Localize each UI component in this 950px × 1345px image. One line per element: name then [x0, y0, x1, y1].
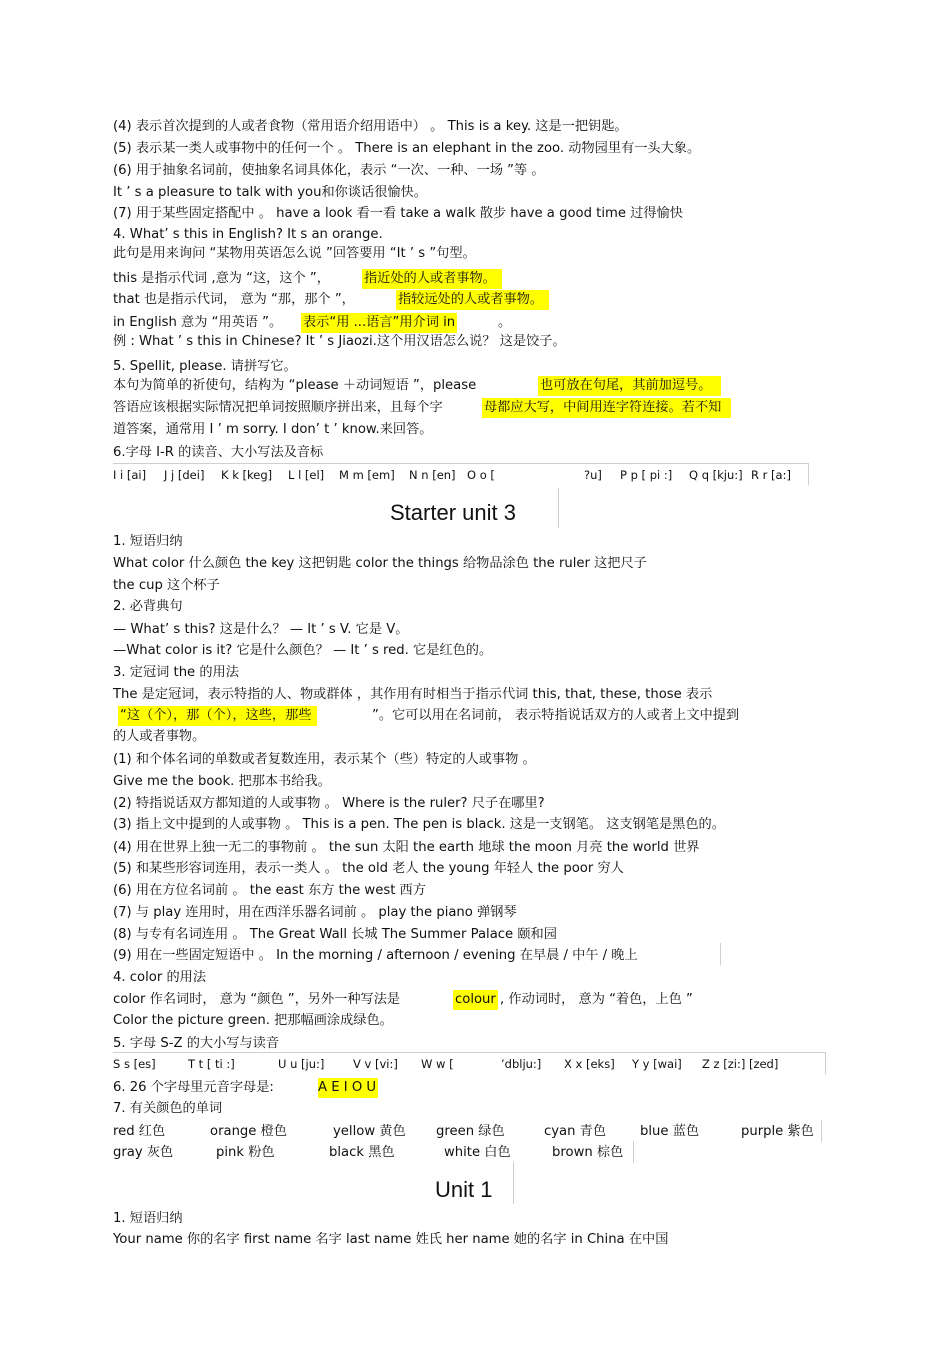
- letter-cell: W w [: [421, 1057, 454, 1071]
- letter-cell: O o [: [467, 468, 495, 482]
- text-line: (1) 和个体名词的单数或者复数连用，表示某个（些）特定的人或事物 。: [113, 752, 536, 767]
- color-word: white 白色: [444, 1145, 511, 1160]
- highlight-text: 也可放在句尾，其前加逗号。: [538, 376, 721, 396]
- letter-cell: V v [vi:]: [353, 1057, 398, 1071]
- text-line: , 作动词时， 意为 “着色，上色 ”: [500, 992, 693, 1007]
- text-line: 例 : What ’ s this in Chinese? It ’ s Jiaozi.这个用汉语怎么说？ 这是饺子。: [113, 334, 566, 349]
- table-rule: [720, 943, 721, 965]
- color-word: green 绿色: [436, 1124, 505, 1139]
- color-word: black 黑色: [329, 1145, 395, 1160]
- text-line: (8) 与专有名词连用 。 The Great Wall 长城 The Summer Palace 颐和园: [113, 927, 557, 942]
- letter-cell: T t [ ti :]: [188, 1057, 235, 1071]
- color-word: gray 灰色: [113, 1145, 174, 1160]
- text-line: (5) 表示某一类人或事物中的任何一个 。 There is an elephant in the zoo. 动物园里有一头大象。: [113, 141, 701, 156]
- text-line: (6) 用在方位名词前 。 the east 东方 the west 西方: [113, 883, 426, 898]
- color-word: cyan 青色: [544, 1124, 607, 1139]
- section-title: Starter unit 3: [390, 500, 516, 525]
- text-line: color 作名词时， 意为 “颜色 ”，另外一种写法是: [113, 992, 401, 1007]
- section-heading: 3. 定冠词 the 的用法: [113, 665, 239, 680]
- text-line: 本句为简单的祈使句，结构为 “please ＋动词短语 ”，please: [113, 378, 477, 393]
- text-line: 道答案，通常用 I ’ m sorry. I don’ t ’ know.来回答。: [113, 422, 433, 437]
- highlight-text: “这（个），那（个），这些，那些: [118, 706, 317, 726]
- highlight-text: 指较远处的人或者事物。: [396, 290, 549, 310]
- title-rule: [513, 1162, 514, 1204]
- color-word: orange 橙色: [210, 1124, 287, 1139]
- section-heading: 5. 字母 S-Z 的大小写与读音: [113, 1036, 280, 1051]
- letter-cell: I i [ai]: [113, 468, 147, 482]
- section-heading: 4. What’ s this in English? It s an orange.: [113, 227, 383, 242]
- section-heading: 2. 必背典句: [113, 599, 183, 614]
- section-title: Unit 1: [435, 1177, 493, 1202]
- text-line: 。: [498, 315, 512, 330]
- text-line: (7) 与 play 连用时，用在西洋乐器名词前 。 play the piano 弹钢琴: [113, 905, 517, 920]
- text-line: in English 意为 “用英语 ”。: [113, 315, 283, 330]
- color-words-row: [113, 1123, 823, 1141]
- color-word: brown 棕色: [552, 1145, 624, 1160]
- letter-cell: U u [ju:]: [278, 1057, 325, 1071]
- section-heading: 1. 短语归纳: [113, 534, 183, 549]
- color-words-row: [113, 1144, 638, 1162]
- text-line: — What’ s this? 这是什么？ — It ’ s V. 它是 V。: [113, 622, 409, 637]
- highlight-text: A E I O U: [318, 1078, 378, 1098]
- section-heading: 6. 26 个字母里元音字母是:: [113, 1080, 274, 1095]
- title-rule: [558, 488, 559, 528]
- text-line: 的人或者事物。: [113, 729, 206, 744]
- letter-cell: L l [el]: [288, 468, 325, 482]
- color-word: blue 蓝色: [640, 1124, 700, 1139]
- letter-cell: X x [eks]: [564, 1057, 615, 1071]
- letter-cell: ?u]: [584, 468, 602, 482]
- text-line: (4) 表示首次提到的人或者食物（常用语介绍用语中） 。 This is a key. 这是一把钥匙。: [113, 119, 628, 134]
- text-line: ”。它可以用在名词前， 表示特指说话双方的人或者上文中提到: [372, 708, 740, 723]
- letter-row-i-r: [113, 467, 808, 483]
- text-line: 此句是用来询问 “某物用英语怎么说 ”回答要用 “It ’ s ”句型。: [113, 246, 476, 261]
- letter-cell: Q q [kju:]: [689, 468, 743, 482]
- highlight-text: colour: [453, 990, 498, 1010]
- text-line: Color the picture green. 把那幅画涂成绿色。: [113, 1013, 393, 1028]
- section-heading: 1. 短语归纳: [113, 1211, 183, 1226]
- letter-cell: Z z [zi:] [zed]: [702, 1057, 779, 1071]
- text-line: The 是定冠词，表示特指的人、物或群体 ，其作用有时相当于指示代词 this, that, these, those 表示: [113, 687, 713, 702]
- section-heading: 6.字母 I-R 的读音、大小写法及音标: [113, 445, 324, 460]
- text-line: (4) 用在世界上独一无二的事物前 。 the sun 太阳 the earth 地球 the moon 月亮 the world 世界: [113, 840, 700, 855]
- text-line: (5) 和某些形容词连用，表示一类人 。 the old 老人 the young 年轻人 the poor 穷人: [113, 861, 624, 876]
- letter-cell: S s [es]: [113, 1057, 156, 1071]
- color-word: red 红色: [113, 1124, 166, 1139]
- text-line: (7) 用于某些固定搭配中 。 have a look 看一看 take a walk 散步 have a good time 过得愉快: [113, 206, 683, 221]
- letter-cell: N n [en]: [409, 468, 456, 482]
- letter-cell: ’dblju:]: [501, 1057, 542, 1071]
- text-line: —What color is it? 它是什么颜色？ — It ’ s red. 它是红色的。: [113, 643, 493, 658]
- table-rule: [808, 463, 809, 485]
- letter-cell: R r [a:]: [751, 468, 791, 482]
- text-line: that 也是指示代词， 意为 “那，那个 ”，: [113, 292, 355, 307]
- text-line: the cup 这个杯子: [113, 578, 220, 593]
- text-line: 5. Spellit, please. 请拼写它。: [113, 359, 297, 374]
- text-line: What color 什么颜色 the key 这把钥匙 color the things 给物品涂色 the ruler 这把尺子: [113, 556, 647, 571]
- text-line: Your name 你的名字 first name 名字 last name 姓氏 her name 她的名字 in China 在中国: [113, 1232, 669, 1247]
- letter-cell: Y y [wai]: [632, 1057, 682, 1071]
- color-word: yellow 黄色: [333, 1124, 406, 1139]
- text-line: this 是指示代词 ,意为 “这，这个 ”，: [113, 271, 330, 286]
- section-heading: 4. color 的用法: [113, 970, 207, 985]
- text-line: It ’ s a pleasure to talk with you和你谈话很愉快。: [113, 185, 427, 200]
- letter-cell: J j [dei]: [164, 468, 205, 482]
- section-heading: 7. 有关颜色的单词: [113, 1101, 223, 1116]
- letter-cell: M m [em]: [339, 468, 395, 482]
- text-line: Give me the book. 把那本书给我。: [113, 774, 331, 789]
- highlight-text: 母都应大写，中间用连字符连接。若不知: [482, 398, 731, 418]
- highlight-text: 表示“用 ...语言”用介词 in: [301, 313, 457, 333]
- table-rule: [825, 1052, 826, 1074]
- text-line: (3) 指上文中提到的人或事物 。 This is a pen. The pen is black. 这是一支钢笔。 这支钢笔是黑色的。: [113, 817, 725, 832]
- color-word: pink 粉色: [216, 1145, 275, 1160]
- text-line: (9) 用在一些固定短语中 。 In the morning / afternoon / evening 在早晨 / 中午 / 晚上: [113, 948, 638, 963]
- table-rule: [113, 1052, 825, 1053]
- letter-cell: P p [ pi :]: [620, 468, 673, 482]
- table-rule: [113, 463, 808, 464]
- color-word: purple 紫色: [741, 1124, 814, 1139]
- letter-row-s-z: [113, 1056, 825, 1072]
- text-line: 答语应该根据实际情况把单词按照顺序拼出来，且每个字: [113, 400, 443, 415]
- highlight-text: 指近处的人或者事物。: [362, 269, 502, 289]
- letter-cell: K k [keg]: [221, 468, 273, 482]
- text-line: (2) 特指说话双方都知道的人或事物 。 Where is the ruler? 尺子在哪里?: [113, 796, 545, 811]
- text-line: (6) 用于抽象名词前，使抽象名词具体化，表示 “一次、一种、一场 ”等 。: [113, 163, 545, 178]
